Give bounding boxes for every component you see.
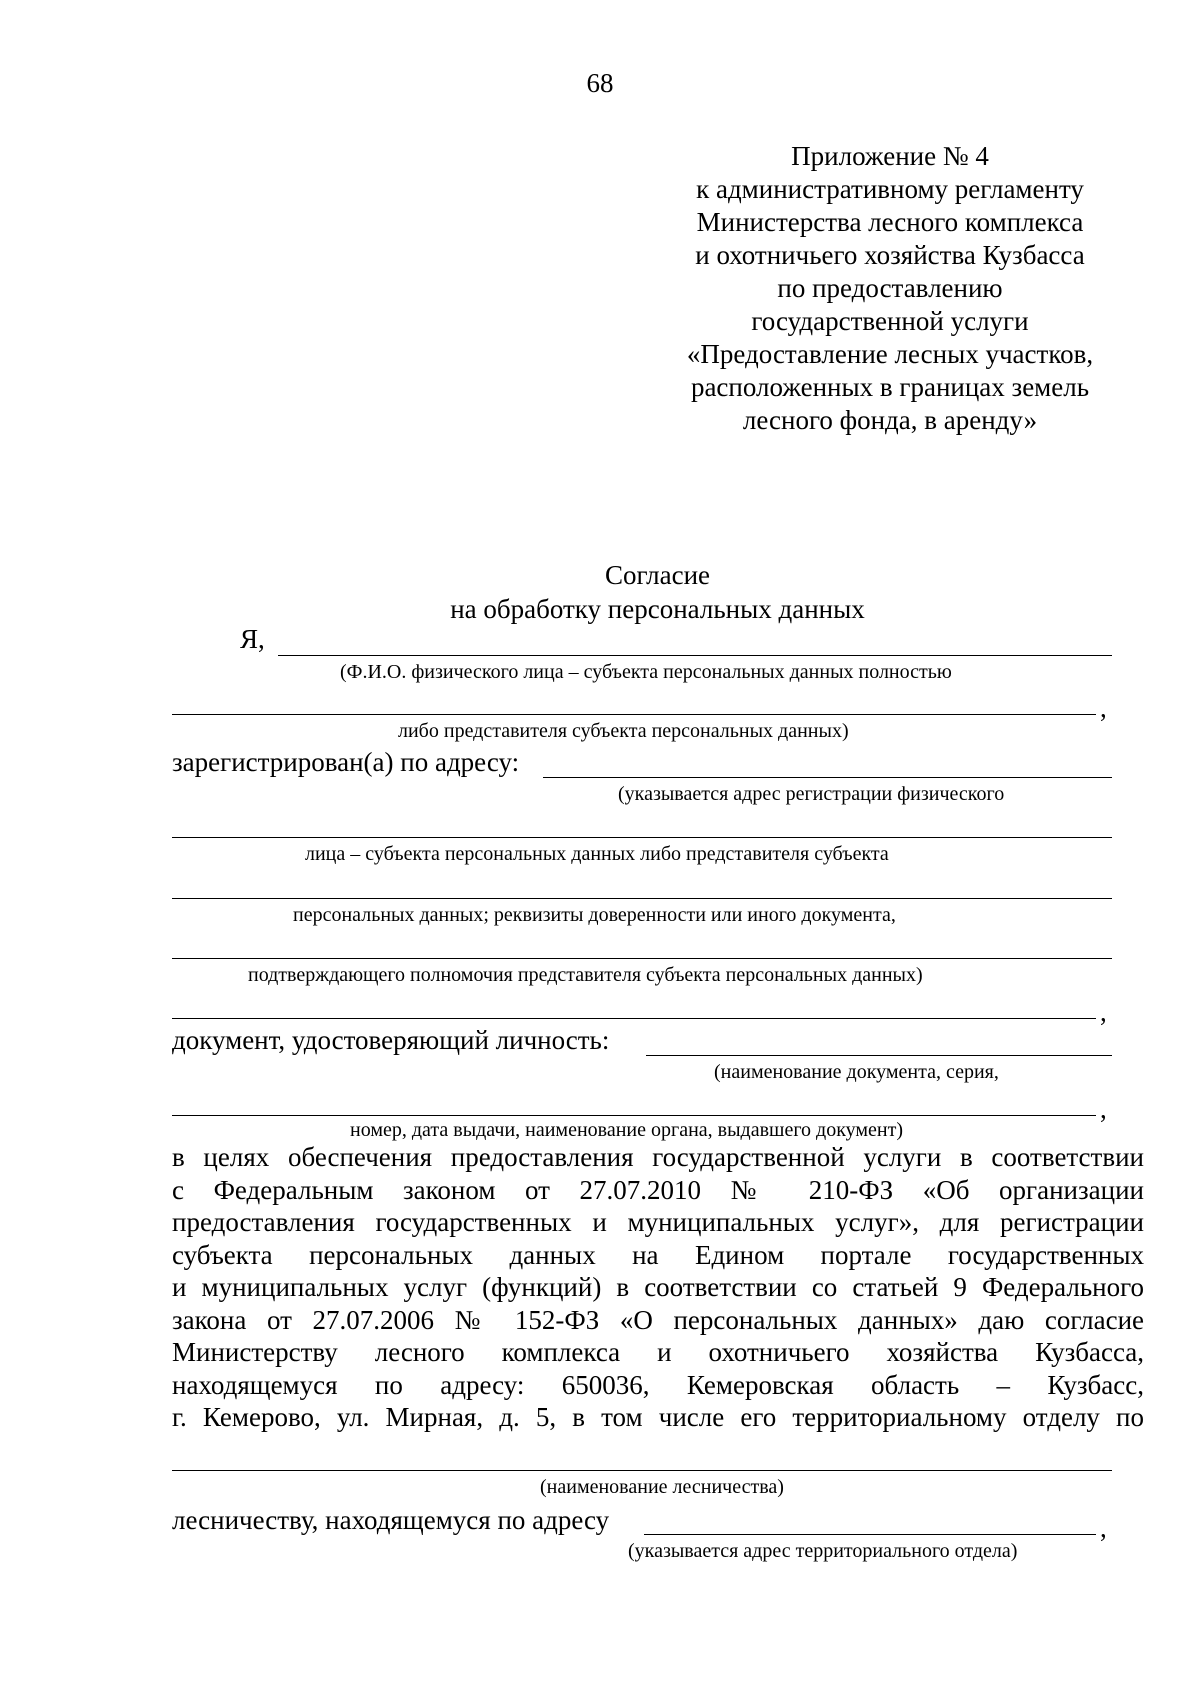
paragraph-line: Министерству лесного комплекса и охотничьего хозяйства Кузбасса,	[172, 1337, 1144, 1367]
paragraph-line: с Федеральным законом от 27.07.2010 № 210-ФЗ «Об организации	[172, 1174, 1144, 1205]
address-field-4[interactable]	[172, 958, 1112, 959]
address-field-3[interactable]	[172, 898, 1112, 899]
paragraph-line: закона от 27.07.2006 № 152-ФЗ «О персональных данных» даю согласие	[172, 1304, 1144, 1335]
address-field-2[interactable]	[172, 837, 1112, 838]
appendix-line: лесного фонда, в аренду»	[742, 405, 1038, 435]
identity-document-field[interactable]	[646, 1055, 1112, 1056]
address-field-5[interactable]	[172, 1018, 1096, 1019]
paragraph-line: находящемуся по адресу: 650036, Кемеровская область – Кузбасс,	[172, 1369, 1144, 1400]
identity-details-field[interactable]	[172, 1115, 1096, 1116]
representative-caption: либо представителя субъекта персональных данных)	[398, 720, 849, 742]
fio-field[interactable]	[278, 655, 1112, 656]
paragraph-line: субъекта персональных данных на Едином портале государственных	[172, 1239, 1144, 1270]
appendix-line: Приложение № 4	[791, 141, 989, 171]
appendix-line: расположенных в границах земель	[690, 372, 1090, 402]
appendix-line: Министерства лесного комплекса	[696, 207, 1084, 237]
registered-label: зарегистрирован(а) по адресу:	[172, 747, 520, 777]
forestry-name-field[interactable]	[172, 1470, 1112, 1471]
comma: ,	[1100, 1094, 1107, 1124]
identity-caption: номер, дата выдачи, наименование органа, выдавшего документ)	[350, 1119, 904, 1141]
comma: ,	[1100, 1513, 1107, 1543]
paragraph-line: предоставления государственных и муниципальных услуг», для регистрации	[172, 1207, 1144, 1237]
identity-caption: (наименование документа, серия,	[714, 1061, 999, 1083]
address-caption: подтверждающего полномочия представителя субъекта персональных данных)	[248, 964, 923, 986]
registered-address-field[interactable]	[543, 777, 1112, 778]
ya-label: Я,	[240, 624, 265, 654]
fio-caption: (Ф.И.О. физического лица – субъекта персональных данных полностью	[340, 661, 952, 683]
paragraph-line: и муниципальных услуг (функций) в соответствии со статьей 9 Федерального	[172, 1272, 1144, 1302]
forestry-caption: (наименование лесничества)	[540, 1476, 784, 1498]
appendix-line: государственной услуги	[751, 306, 1029, 336]
fio-continuation-field[interactable]	[172, 714, 1096, 715]
appendix-header	[650, 140, 1130, 437]
consent-paragraph	[172, 1141, 1144, 1434]
appendix-line: и охотничьего хозяйства Кузбасса	[695, 240, 1085, 270]
address-caption: (указывается адрес регистрации физического	[618, 783, 1005, 805]
address-caption: лица – субъекта персональных данных либо представителя субъекта	[305, 843, 889, 865]
page-number: 68	[586, 68, 614, 98]
identity-label: документ, удостоверяющий личность:	[172, 1025, 610, 1055]
forestry-label: лесничеству, находящемуся по адресу	[172, 1505, 610, 1535]
forestry-address-caption: (указывается адрес территориального отдела)	[628, 1540, 1018, 1562]
document-subtitle: на обработку персональных данных	[450, 594, 865, 624]
document-title: Согласие	[604, 560, 711, 590]
appendix-line: к административному регламенту	[696, 174, 1084, 204]
paragraph-line: г. Кемерово, ул. Мирная, д. 5, в том числе его территориальному отделу по	[172, 1402, 1144, 1432]
address-caption: персональных данных; реквизиты доверенности или иного документа,	[293, 904, 896, 926]
forestry-address-field[interactable]	[644, 1534, 1096, 1535]
comma: ,	[1100, 997, 1107, 1027]
paragraph-line: в целях обеспечения предоставления государственной услуги в соответствии	[172, 1142, 1144, 1172]
appendix-line: «Предоставление лесных участков,	[686, 339, 1094, 369]
appendix-line: по предоставлению	[777, 273, 1003, 303]
comma: ,	[1100, 693, 1107, 723]
